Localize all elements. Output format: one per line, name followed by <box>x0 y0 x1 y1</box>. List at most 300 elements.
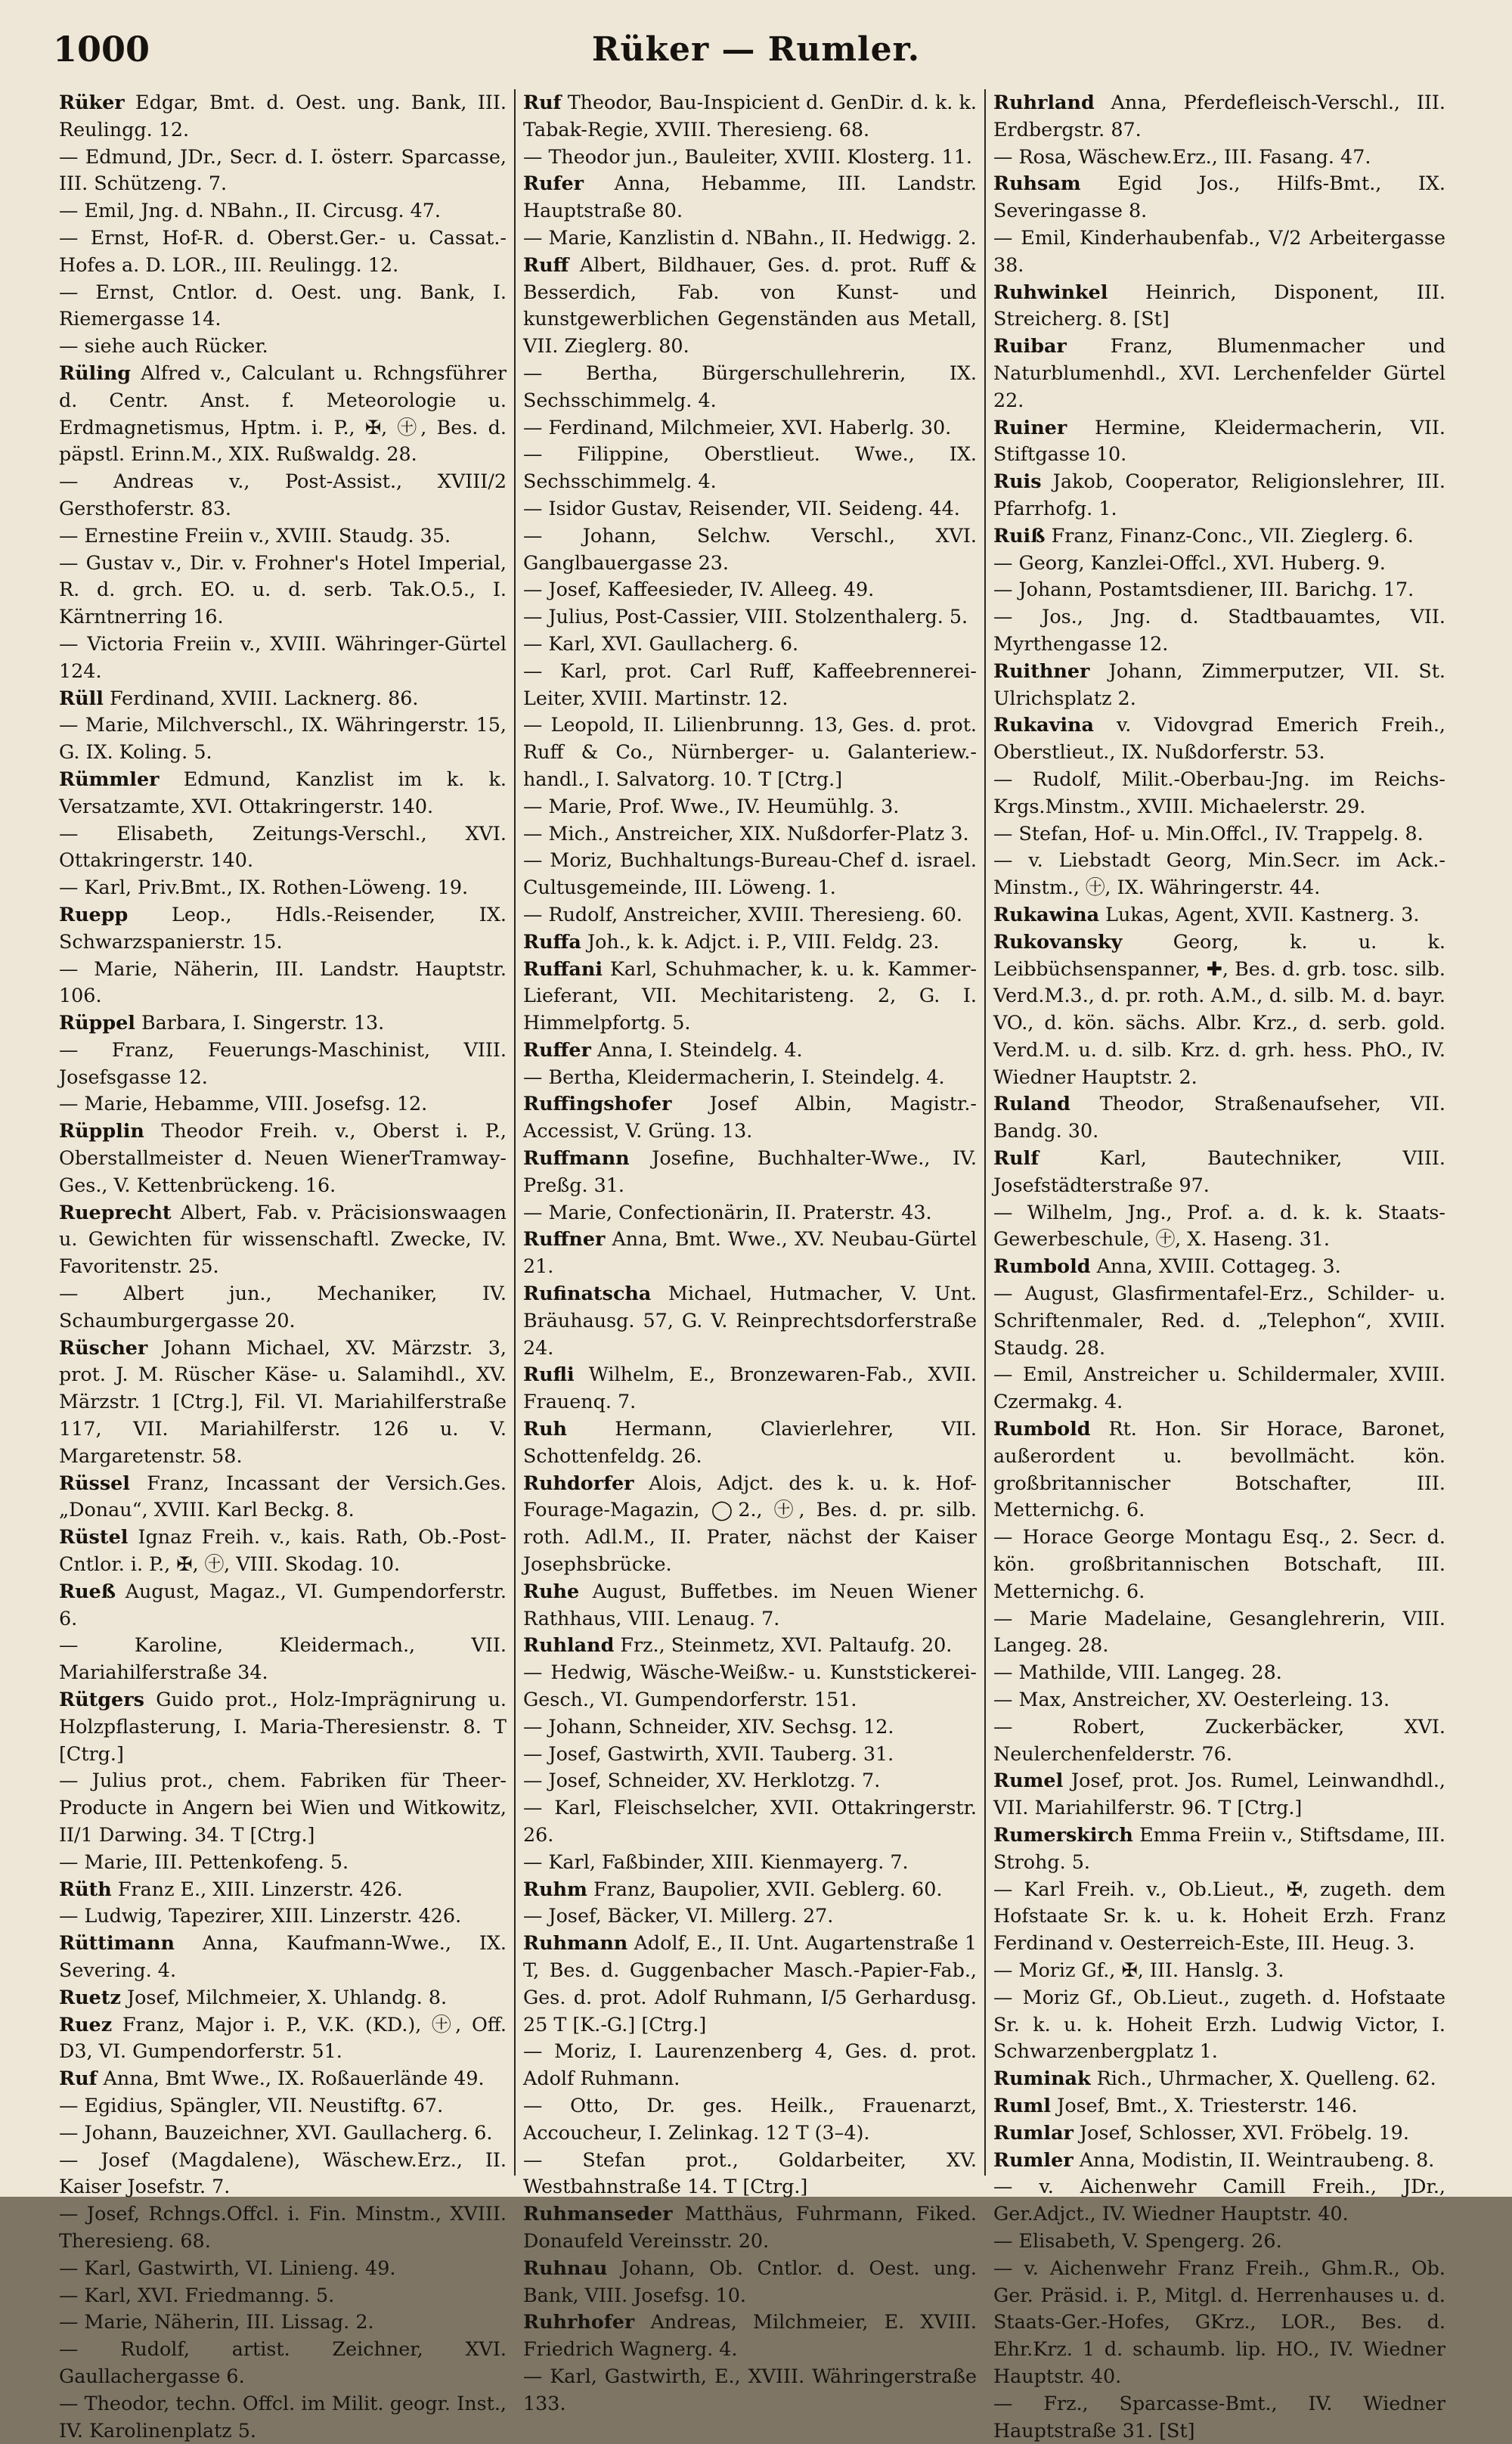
entry-text: Egid Jos., Hilfs-Bmt., IX. Severingasse 8. <box>993 172 1445 222</box>
directory-entry <box>59 550 507 631</box>
directory-entry <box>59 2147 507 2201</box>
entry-text: — Karl, Fleischselcher, XVII. Ottakringerstr. 26. <box>523 1796 977 1846</box>
directory-entry <box>993 2173 1445 2228</box>
directory-entry <box>59 2309 507 2336</box>
directory-entry <box>993 658 1445 712</box>
entry-text: Michael, Hutmacher, V. Unt. Bräuhausg. 57, G. V. Reinprechtsdorferstraße 24. <box>523 1282 977 1359</box>
entry-surname: Ruhmann <box>523 1931 628 1955</box>
entry-text: — Josef, Bäcker, VI. Millerg. 27. <box>523 1904 834 1928</box>
entry-surname: Ruminak <box>993 2067 1091 2090</box>
entry-text: — Josef, Schneider, XV. Herklotzg. 7. <box>523 1769 881 1792</box>
directory-entry <box>993 1605 1445 1660</box>
entry-text: — Johann, Postamtsdiener, III. Barichg. 17. <box>993 578 1414 601</box>
entry-surname: Ruis <box>993 470 1042 493</box>
directory-entry <box>993 1280 1445 1361</box>
directory-entry <box>523 2309 977 2363</box>
entry-text: — Marie Madelaine, Gesanglehrerin, VIII. Langeg. 28. <box>993 1606 1445 1657</box>
directory-entry <box>993 929 1445 1091</box>
directory-entry <box>993 1984 1445 2065</box>
entry-text: Theodor Freih. v., Oberst i. P., Oberstallmeister d. Neuen WienerTramway-Ges., V. Kettenbrückeng. 16. <box>59 1119 507 1196</box>
directory-entry <box>993 2120 1445 2147</box>
entry-text: Hermann, Clavierlehrer, VII. Schottenfeldg. 26. <box>523 1417 977 1467</box>
directory-entry <box>523 1226 977 1280</box>
entry-text: v. Vidovgrad Emerich Freih., Oberstlieut., IX. Nußdorferstr. 53. <box>993 713 1446 764</box>
entry-text: — Marie, Confectionärin, II. Praterstr. 43. <box>523 1200 932 1224</box>
entry-surname: Rüttimann <box>59 1931 175 1955</box>
entry-text: Wilhelm, E., Bronzewaren-Fab., XVII. Frauenq. 7. <box>523 1363 978 1413</box>
entry-surname: Rufer <box>523 172 584 195</box>
entry-text: — Albert jun., Mechaniker, IV. Schaumburgergasse 20. <box>59 1282 507 1332</box>
directory-entry <box>523 170 977 225</box>
entry-surname: Ruiß <box>993 523 1046 547</box>
directory-entry <box>59 1280 507 1335</box>
entry-surname: Rüscher <box>59 1335 148 1359</box>
entry-text: — v. Aichenwehr Franz Freih., Ghm.R., Ob. Ger. Präsid. i. P., Mitgl. d. Herrenhauses u. d. Staats-Ger.-Hofes, GKrz., LOR., Bes. d. Ehr.Krz. 1 d. schaumb. lip. HO., IV. Wiedner Hauptstr. 40. <box>993 2256 1445 2387</box>
entry-text: — Julius, Post-Cassier, VIII. Stolzenthalerg. 5. <box>523 605 968 628</box>
entry-text: — v. Aichenwehr Camill Freih., JDr., Ger.Adjct., IV. Wiedner Hauptstr. 40. <box>993 2175 1445 2225</box>
directory-entry <box>523 2092 977 2147</box>
entry-text: — Leopold, II. Lilienbrunng. 13, Ges. d. prot. Ruff & Co., Nürnberger- u. Galanteriew.-handl., I. Salvatorg. 10. T [Ctrg.] <box>523 713 977 790</box>
entry-text: — Josef (Magdalene), Wäschew.Erz., II. Kaiser Josefstr. 7. <box>59 2148 507 2198</box>
entry-text: — Rudolf, Anstreicher, XVIII. Theresieng. 60. <box>523 902 962 926</box>
entry-text: — Karl, XVI. Gaullacherg. 6. <box>523 631 799 655</box>
entry-surname: Rukovansky <box>993 929 1123 953</box>
entry-text: Josefine, Buchhalter-Wwe., IV. Preßg. 31. <box>523 1146 978 1196</box>
directory-entry <box>59 2390 507 2444</box>
entry-surname: Ruffani <box>523 957 603 980</box>
entry-text: Ferdinand, XVIII. Lacknerg. 86. <box>109 686 419 709</box>
entry-text: — Karl, Faßbinder, XIII. Kienmayerg. 7. <box>523 1850 909 1873</box>
entry-text: — Marie, III. Pettenkofeng. 5. <box>59 1850 349 1873</box>
entry-text: Josef, Schlosser, XVI. Fröbelg. 19. <box>1079 2120 1409 2144</box>
directory-entry <box>523 1199 977 1227</box>
entry-surname: Rüpplin <box>59 1119 144 1143</box>
entry-text: — Filippine, Oberstlieut. Wwe., IX. Sechsschimmelg. 4. <box>523 442 977 493</box>
entry-surname: Rüstel <box>59 1525 129 1549</box>
entry-surname: Ruez <box>59 2012 113 2036</box>
entry-text: — Bertha, Bürgerschullehrerin, IX. Sechsschimmelg. 4. <box>523 361 977 411</box>
entry-surname: Rukawina <box>993 902 1100 926</box>
entry-text: — Ernestine Freiin v., XVIII. Staudg. 35. <box>59 523 451 547</box>
entry-text: — Karoline, Kleidermach., VII. Mariahilferstraße 34. <box>59 1633 507 1684</box>
entry-text: Anna, Bmt. Wwe., XV. Neubau-Gürtel 21. <box>523 1227 977 1278</box>
entry-text: Johann, Zimmerputzer, VII. St. Ulrichsplatz 2. <box>993 659 1445 709</box>
entry-text: — Horace George Montagu Esq., 2. Secr. d. kön. großbritannischen Botschaft, III. Metternichg. 6. <box>993 1525 1445 1602</box>
directory-entry <box>59 2336 507 2390</box>
directory-entry <box>523 252 977 360</box>
directory-entry <box>993 550 1445 577</box>
entry-text: Leop., Hdls.-Reisender, IX. Schwarzspanierstr. 15. <box>59 902 507 953</box>
entry-text: — Marie, Kanzlistin d. NBahn., II. Hedwigg. 2. <box>523 225 977 249</box>
directory-entry <box>523 1145 977 1199</box>
entry-text: — Rosa, Wäschew.Erz., III. Fasang. 47. <box>993 144 1371 168</box>
directory-entry <box>993 2065 1445 2092</box>
directory-entry <box>523 2147 977 2201</box>
entry-surname: Ruepp <box>59 902 129 926</box>
directory-entry <box>59 360 507 468</box>
directory-entry <box>993 414 1445 469</box>
entry-text: Alfred v., Calculant u. Rchngsführer d. Centr. Anst. f. Meteorologie u. Erdmagnetismus, Hptm. i. P., ✠, ㊉, Bes. d. päpstl. Erinn.M., XIX. Rußwaldg. 28. <box>59 361 507 466</box>
entry-text: — Emil, Jng. d. NBahn., II. Circusg. 47. <box>59 199 441 222</box>
entry-surname: Ruffner <box>523 1227 606 1251</box>
entry-text: Josef, Bmt., X. Triesterstr. 146. <box>1057 2093 1358 2117</box>
entry-text: — Ernst, Hof-R. d. Oberst.Ger.- u. Cassat.-Hofes a. D. LOR., III. Reulingg. 12. <box>59 225 507 276</box>
entry-text: — Karl, prot. Carl Ruff, Kaffeebrennerei-Leiter, XVIII. Martinstr. 12. <box>523 659 977 709</box>
entry-text: — Johann, Selchw. Verschl., XVI. Ganglbauergasse 23. <box>523 523 977 574</box>
entry-text: Andreas, Milchmeier, E. XVIII. Friedrich Wagnerg. 4. <box>523 2310 977 2361</box>
directory-entry <box>523 2363 977 2418</box>
directory-entry <box>59 1090 507 1118</box>
entry-text: — Wilhelm, Jng., Prof. a. d. k. k. Staats-Gewerbeschule, ㊉, X. Haseng. 31. <box>993 1200 1445 1251</box>
directory-entry <box>59 89 507 144</box>
directory-entry <box>993 2228 1445 2255</box>
entry-text: Franz, Incassant der Versich.Ges. „Donau“, XVIII. Karl Beckg. 8. <box>59 1471 507 1521</box>
entry-text: — Stefan prot., Goldarbeiter, XV. Westbahnstraße 14. T [Ctrg.] <box>523 2148 977 2198</box>
directory-entry <box>523 847 977 901</box>
entry-text: — Gustav v., Dir. v. Frohner's Hotel Imperial, R. d. grch. EO. u. d. serb. Tak.O.5., I. Kärntnerring 16. <box>59 551 507 628</box>
entry-text: — Emil, Kinderhaubenfab., V/2 Arbeitergasse 38. <box>993 225 1445 276</box>
entry-surname: Rueß <box>59 1579 116 1602</box>
directory-entry <box>993 1714 1445 1768</box>
entry-text: — Bertha, Kleidermacherin, I. Steindelg. 4. <box>523 1065 945 1088</box>
entry-surname: Ruhe <box>523 1579 580 1602</box>
directory-entry <box>59 1632 507 1686</box>
directory-entry <box>993 1199 1445 1254</box>
entry-text: — Mich., Anstreicher, XIX. Nußdorfer-Platz 3. <box>523 821 969 845</box>
entry-text: — Karl Freih. v., Ob.Lieut., ✠, zugeth. dem Hofstaate Sr. k. u. k. Hoheit Erzh. Franz Ferdinand v. Oesterreich-Este, III. Heug. 3. <box>993 1877 1445 1955</box>
directory-entry <box>59 144 507 198</box>
entry-text: Alois, Adjct. des k. u. k. Hof-Fourage-Magazin, ◯2., ㊉, Bes. d. pr. silb. roth. Adl.M., II. Prater, nächst der Kaiser Josephsbrücke. <box>523 1471 977 1576</box>
entry-text: — Georg, Kanzlei-Offcl., XVI. Huberg. 9. <box>993 551 1386 574</box>
entry-surname: Rulf <box>993 1146 1040 1170</box>
entry-text: Karl, Schuhmacher, k. u. k. Kammer-Lieferant, VII. Mechitaristeng. 2, G. I. Himmelpfortg. 5. <box>523 957 977 1034</box>
entry-surname: Ruiner <box>993 415 1067 439</box>
directory-entry <box>59 1199 507 1280</box>
directory-entry <box>993 766 1445 820</box>
directory-entry <box>993 1686 1445 1714</box>
directory-entry <box>523 1903 977 1930</box>
entry-text: Anna, Bmt Wwe., IX. Roßauerlände 49. <box>103 2067 485 2090</box>
directory-entry <box>993 576 1445 603</box>
directory-entry <box>59 2011 507 2066</box>
entry-text: — v. Liebstadt Georg, Min.Secr. im Ack.-Minstm., ㊉, IX. Währingerstr. 44. <box>993 848 1445 899</box>
entry-text: — Johann, Bauzeichner, XVI. Gaullacherg. 6. <box>59 2120 493 2144</box>
entry-text: — Julius prot., chem. Fabriken für Theer-Producte in Angern bei Wien und Witkowitz, II/1 Darwing. 34. T [Ctrg.] <box>59 1769 507 1846</box>
entry-surname: Rukavina <box>993 713 1094 737</box>
directory-entry <box>993 1361 1445 1416</box>
directory-entry <box>59 2255 507 2282</box>
column-2 <box>514 89 984 2415</box>
directory-entry <box>523 1470 977 1578</box>
directory-entry <box>59 2120 507 2147</box>
columns <box>51 89 1470 2442</box>
directory-entry <box>523 441 977 495</box>
directory-entry <box>993 1767 1445 1822</box>
entry-surname: Ruhm <box>523 1877 587 1900</box>
entry-text: — Karl, XVI. Friedmanng. 5. <box>59 2283 335 2306</box>
entry-surname: Rumbold <box>993 1255 1091 1278</box>
entry-text: Ignaz Freih. v., kais. Rath, Ob.-Post-Cntlor. i. P., ✠, ㊉, VIII. Skodag. 10. <box>59 1525 507 1576</box>
entry-text: — Johann, Schneider, XIV. Sechsg. 12. <box>523 1714 894 1738</box>
entry-surname: Ruffingshofer <box>523 1092 672 1115</box>
directory-entry <box>59 225 507 279</box>
entry-text: Edgar, Bmt. d. Oest. ung. Bank, III. Reulingg. 12. <box>59 91 507 141</box>
entry-text: Heinrich, Disponent, III. Streicherg. 8. [St] <box>993 280 1445 330</box>
directory-entry <box>523 2255 977 2309</box>
entry-text: Anna, Modistin, II. Weintraubeng. 8. <box>1079 2148 1435 2171</box>
entry-text: — Rudolf, Milit.-Oberbau-Jng. im Reichs-Krgs.Minstm., XVIII. Michaelerstr. 29. <box>993 767 1445 817</box>
directory-entry <box>523 225 977 252</box>
entry-text: August, Buffetbes. im Neuen Wiener Rathhaus, VIII. Lenaug. 7. <box>523 1579 978 1630</box>
directory-entry <box>59 1686 507 1767</box>
entry-surname: Ruhrland <box>993 91 1095 113</box>
entry-surname: Rüll <box>59 686 104 709</box>
directory-entry <box>59 197 507 225</box>
directory-entry <box>993 820 1445 848</box>
entry-text: — Karl, Gastwirth, VI. Linieng. 49. <box>59 2256 396 2279</box>
entry-text: — Josef, Kaffeesieder, IV. Alleeg. 49. <box>523 578 875 601</box>
entry-text: — Marie, Näherin, III. Landstr. Hauptstr. 106. <box>59 957 507 1007</box>
directory-entry <box>993 1416 1445 1524</box>
directory-entry <box>59 523 507 550</box>
entry-text: Rt. Hon. Sir Horace, Baronet, außerordent u. bevollmächt. kön. großbritannischer Botschafter, III. Metternichg. 6. <box>993 1417 1445 1521</box>
directory-entry <box>993 1253 1445 1280</box>
entry-text: — Josef, Rchngs.Offcl. i. Fin. Minstm., XVIII. Theresieng. 68. <box>59 2202 507 2252</box>
entry-text: Guido prot., Holz-Imprägnirung u. Holzpflasterung, I. Maria-Theresienstr. 8. T [Ctrg.] <box>59 1688 507 1765</box>
directory-entry <box>59 1010 507 1037</box>
entry-text: — Ferdinand, Milchmeier, XVI. Haberlg. 30. <box>523 415 952 439</box>
entry-text: Albert, Bildhauer, Ges. d. prot. Ruff & Besserdich, Fab. von Kunst- und kunstgewerblichen Gegenständen aus Metall, VII. Zieglerg. 80. <box>523 253 978 358</box>
entry-text: — Marie, Prof. Wwe., IV. Heumühlg. 3. <box>523 794 900 817</box>
directory-entry <box>993 1957 1445 1984</box>
entry-text: — Jos., Jng. d. Stadtbauamtes, VII. Myrthengasse 12. <box>993 605 1445 655</box>
entry-text: Franz, Major i. P., V.K. (KD.), ㊉, Off. D3, VI. Gumpendorferstr. 51. <box>59 2012 507 2063</box>
directory-entry <box>993 603 1445 658</box>
entry-surname: Ruff <box>523 253 569 276</box>
directory-entry <box>993 901 1445 929</box>
directory-entry <box>59 1037 507 1091</box>
entry-text: — Marie, Näherin, III. Lissag. 2. <box>59 2310 374 2334</box>
directory-entry <box>523 901 977 929</box>
directory-entry <box>59 766 507 820</box>
directory-entry <box>523 1578 977 1633</box>
directory-entry <box>523 523 977 577</box>
directory-entry <box>523 360 977 414</box>
directory-entry <box>523 658 977 712</box>
directory-entry <box>523 603 977 631</box>
entry-surname: Ruhmanseder <box>523 2202 673 2225</box>
entry-surname: Ruhwinkel <box>993 280 1108 303</box>
column-3 <box>984 89 1453 2442</box>
entry-surname: Ruf <box>59 2067 98 2090</box>
directory-entry <box>523 1876 977 1903</box>
entry-text: — Theodor, techn. Offcl. im Milit. geogr. Inst., IV. Karolinenplatz 5. <box>59 2391 507 2442</box>
entry-surname: Ruffmann <box>523 1146 630 1170</box>
entry-surname: Rueprecht <box>59 1200 172 1224</box>
directory-entry <box>993 2390 1445 2444</box>
directory-entry <box>993 2092 1445 2120</box>
directory-entry <box>523 1741 977 1768</box>
entry-surname: Rüker <box>59 91 125 113</box>
directory-entry <box>523 2038 977 2092</box>
entry-surname: Ruf <box>523 91 562 113</box>
entry-surname: Ruhrhofer <box>523 2310 635 2334</box>
entry-surname: Rüppel <box>59 1011 135 1034</box>
directory-entry <box>523 1361 977 1416</box>
entry-surname: Rumel <box>993 1769 1064 1792</box>
directory-entry <box>59 1524 507 1578</box>
entry-text: Johann, Ob. Cntlor. d. Oest. ung. Bank, VIII. Josefsg. 10. <box>523 2256 977 2306</box>
directory-entry <box>523 820 977 848</box>
entry-text: Hermine, Kleidermacherin, VII. Stiftgasse 10. <box>993 415 1445 466</box>
directory-entry <box>59 901 507 956</box>
entry-text: Anna, I. Steindelg. 4. <box>597 1037 803 1061</box>
entry-text: — Stefan, Hof- u. Min.Offcl., IV. Trappelg. 8. <box>993 821 1424 845</box>
directory-entry <box>523 1037 977 1064</box>
entry-surname: Ruhsam <box>993 172 1081 195</box>
entry-text: — Karl, Priv.Bmt., IX. Rothen-Löweng. 19. <box>59 876 469 899</box>
entry-text: — Edmund, JDr., Secr. d. I. österr. Sparcasse, III. Schützeng. 7. <box>59 144 507 195</box>
directory-entry <box>59 1903 507 1930</box>
entry-text: — Hedwig, Wäsche-Weißw.- u. Kunststickerei-Gesch., VI. Gumpendorferstr. 151. <box>523 1661 977 1711</box>
entry-surname: Rüssel <box>59 1471 130 1494</box>
entry-text: Edmund, Kanzlist im k. k. Versatzamte, XVI. Ottakringerstr. 140. <box>59 767 507 817</box>
entry-surname: Rümmler <box>59 767 160 790</box>
entry-text: Franz, Finanz-Conc., VII. Zieglerg. 6. <box>1051 523 1414 547</box>
entry-text: — Moriz, Buchhaltungs-Bureau-Chef d. israel. Cultusgemeinde, III. Löweng. 1. <box>523 848 977 899</box>
directory-entry <box>523 576 977 603</box>
entry-text: — Rudolf, artist. Zeichner, XVI. Gaullachergasse 6. <box>59 2337 507 2387</box>
entry-surname: Ruml <box>993 2093 1052 2117</box>
directory-entry <box>993 2255 1445 2390</box>
directory-entry <box>523 1714 977 1741</box>
entry-text: Theodor, Bau-Inspicient d. GenDir. d. k. k. Tabak-Regie, XVIII. Theresieng. 68. <box>523 91 977 141</box>
entry-text: — Ernst, Cntlor. d. Oest. ung. Bank, I. Riemergasse 14. <box>59 280 507 330</box>
directory-entry <box>59 1767 507 1848</box>
directory-entry <box>59 2201 507 2255</box>
directory-entry <box>523 495 977 523</box>
directory-entry <box>523 89 977 144</box>
entry-text: Albert, Fab. v. Präcisionswaagen u. Gewichten für wissenschaftl. Zwecke, IV. Favoritenstr. 25. <box>59 1200 507 1278</box>
entry-text: — Marie, Milchverschl., IX. Währingerstr. 15, G. IX. Koling. 5. <box>59 713 507 764</box>
entry-text: — Andreas v., Post-Assist., XVIII/2 Gersthoferstr. 83. <box>59 470 507 520</box>
directory-entry <box>523 956 977 1037</box>
entry-surname: Ruh <box>523 1417 568 1441</box>
directory-entry <box>523 1659 977 1714</box>
directory-entry <box>59 1984 507 2011</box>
entry-text: — Ludwig, Tapezirer, XIII. Linzerstr. 426. <box>59 1904 462 1928</box>
directory-entry <box>993 225 1445 279</box>
directory-entry <box>993 170 1445 225</box>
entry-surname: Ruibar <box>993 334 1067 358</box>
directory-entry <box>993 333 1445 414</box>
entry-text: Joh., k. k. Adjct. i. P., VIII. Feldg. 23. <box>587 929 940 953</box>
entry-text: — Isidor Gustav, Reisender, VII. Seideng. 44. <box>523 496 960 520</box>
entry-surname: Rüling <box>59 361 132 384</box>
entry-text: — Josef, Gastwirth, XVII. Tauberg. 31. <box>523 1742 894 1765</box>
directory-entry <box>59 1335 507 1470</box>
entry-text: Georg, k. u. k. Leibbüchsenspanner, ✚, Bes. d. grb. tosc. silb. Verd.M.3., d. pr. roth. A.M., d. silb. M. d. bayr. VO., d. kön. sächs. Albr. Krz., d. serb. gold. Verd.M. u. d. silb. Krz. d. grh. hess. PhO., IV. Wiedner Hauptstr. 2. <box>993 929 1446 1088</box>
entry-text: — Marie, Hebamme, VIII. Josefsg. 12. <box>59 1092 428 1115</box>
directory-entry <box>523 1794 977 1849</box>
directory-entry <box>523 414 977 442</box>
entry-text: — Mathilde, VIII. Langeg. 28. <box>993 1661 1282 1684</box>
entry-text: Josef, prot. Jos. Rumel, Leinwandhdl., VII. Mariahilferstr. 96. T [Ctrg.] <box>993 1769 1446 1819</box>
directory-entry <box>59 1470 507 1524</box>
entry-text: Anna, XVIII. Cottageg. 3. <box>1096 1255 1341 1278</box>
directory-entry <box>523 1632 977 1659</box>
directory-entry <box>993 468 1445 523</box>
entry-text: — Moriz Gf., Ob.Lieut., zugeth. d. Hofstaate Sr. k. u. k. Hoheit Erzh. Ludwig Victor, I. Schwarzenbergplatz 1. <box>993 1985 1445 2063</box>
entry-text: — Theodor jun., Bauleiter, XVIII. Klosterg. 11. <box>523 144 972 168</box>
directory-entry <box>993 144 1445 171</box>
entry-text: — Otto, Dr. ges. Heilk., Frauenarzt, Accoucheur, I. Zelinkag. 12 T (3–4). <box>523 2093 977 2144</box>
directory-entry <box>523 1416 977 1470</box>
entry-text: — Max, Anstreicher, XV. Oesterleing. 13. <box>993 1688 1390 1711</box>
entry-text: — Frz., Sparcasse-Bmt., IV. Wiedner Hauptstraße 31. [St] <box>993 2391 1445 2442</box>
directory-entry <box>523 1280 977 1361</box>
directory-entry <box>59 279 507 333</box>
page-number: 1000 <box>53 29 150 70</box>
entry-text: Anna, Hebamme, III. Landstr. Hauptstraße 80. <box>523 172 977 222</box>
entry-surname: Rumler <box>993 2148 1074 2171</box>
entry-text: Johann Michael, XV. Märzstr. 3, prot. J. M. Rüscher Käse- u. Salamihdl., XV. Märzstr. 1 [Ctrg.], Fil. VI. Mariahilferstraße 117, VII. Mariahilferstr. 126 u. V. Margaretenstr. 58. <box>59 1335 507 1467</box>
directory-entry <box>993 1090 1445 1145</box>
directory-entry <box>523 631 977 658</box>
directory-entry <box>59 1930 507 1984</box>
entry-text: Franz, Blumenmacher und Naturblumenhdl., XVI. Lerchenfelder Gürtel 22. <box>993 334 1445 411</box>
entry-text: Rich., Uhrmacher, X. Quelleng. 62. <box>1096 2067 1436 2090</box>
directory-entry <box>993 1524 1445 1605</box>
entry-text: August, Magaz., VI. Gumpendorferstr. 6. <box>59 1579 507 1630</box>
directory-entry <box>993 279 1445 333</box>
directory-entry <box>993 1822 1445 1876</box>
directory-entry <box>523 1930 977 2038</box>
entry-text: — Victoria Freiin v., XVIII. Währinger-Gürtel 124. <box>59 631 507 682</box>
directory-entry <box>993 847 1445 901</box>
directory-entry <box>993 712 1445 766</box>
directory-entry <box>59 956 507 1010</box>
entry-text: — August, Glasfirmentafel-Erz., Schilder- u. Schriftenmaler, Red. d. „Telephon“, XVIII. Staudg. 28. <box>993 1282 1445 1359</box>
entry-text: Barbara, I. Singerstr. 13. <box>141 1011 385 1034</box>
directory-entry <box>523 1849 977 1876</box>
entry-text: — Moriz Gf., ✠, III. Hanslg. 3. <box>993 1958 1284 1981</box>
directory-entry <box>59 2282 507 2309</box>
entry-text: Emma Freiin v., Stiftsdame, III. Strohg. 5. <box>993 1823 1445 1873</box>
entry-text: — Karl, Gastwirth, E., XVIII. Währingerstraße 133. <box>523 2364 977 2415</box>
directory-entry <box>59 1578 507 1633</box>
directory-entry <box>993 1876 1445 1957</box>
directory-entry <box>993 1659 1445 1686</box>
directory-entry <box>59 874 507 901</box>
entry-text: Karl, Bautechniker, VIII. Josefstädterstraße 97. <box>993 1146 1446 1196</box>
entry-text: Adolf, E., II. Unt. Augartenstraße 1 T, Bes. d. Guggenbacher Masch.-Papier-Fab., Ges. d. prot. Adolf Ruhmann, I/5 Gerhardusg. 25 T [K.-G.] [Ctrg.] <box>523 1931 978 2036</box>
entry-text: Theodor, Straßenaufseher, VII. Bandg. 30. <box>993 1092 1445 1143</box>
entry-surname: Ruhdorfer <box>523 1471 634 1494</box>
directory-entry <box>523 929 977 956</box>
entry-text: — Elisabeth, Zeitungs-Verschl., XVI. Ottakringerstr. 140. <box>59 821 507 872</box>
entry-surname: Rufli <box>523 1363 575 1386</box>
directory-entry <box>59 1849 507 1876</box>
entry-surname: Ruland <box>993 1092 1070 1115</box>
entry-text: Josef, Milchmeier, X. Uhlandg. 8. <box>126 1985 448 2008</box>
directory-entry <box>59 1876 507 1903</box>
entry-text: Franz E., XIII. Linzerstr. 426. <box>117 1877 403 1900</box>
entry-surname: Rumlar <box>993 2120 1074 2144</box>
entry-text: Jakob, Cooperator, Religionslehrer, III. Pfarrhofg. 1. <box>993 470 1445 520</box>
entry-surname: Rütgers <box>59 1688 144 1711</box>
entry-text: Matthäus, Fuhrmann, Fiked. Donaufeld Vereinsstr. 20. <box>523 2202 977 2252</box>
